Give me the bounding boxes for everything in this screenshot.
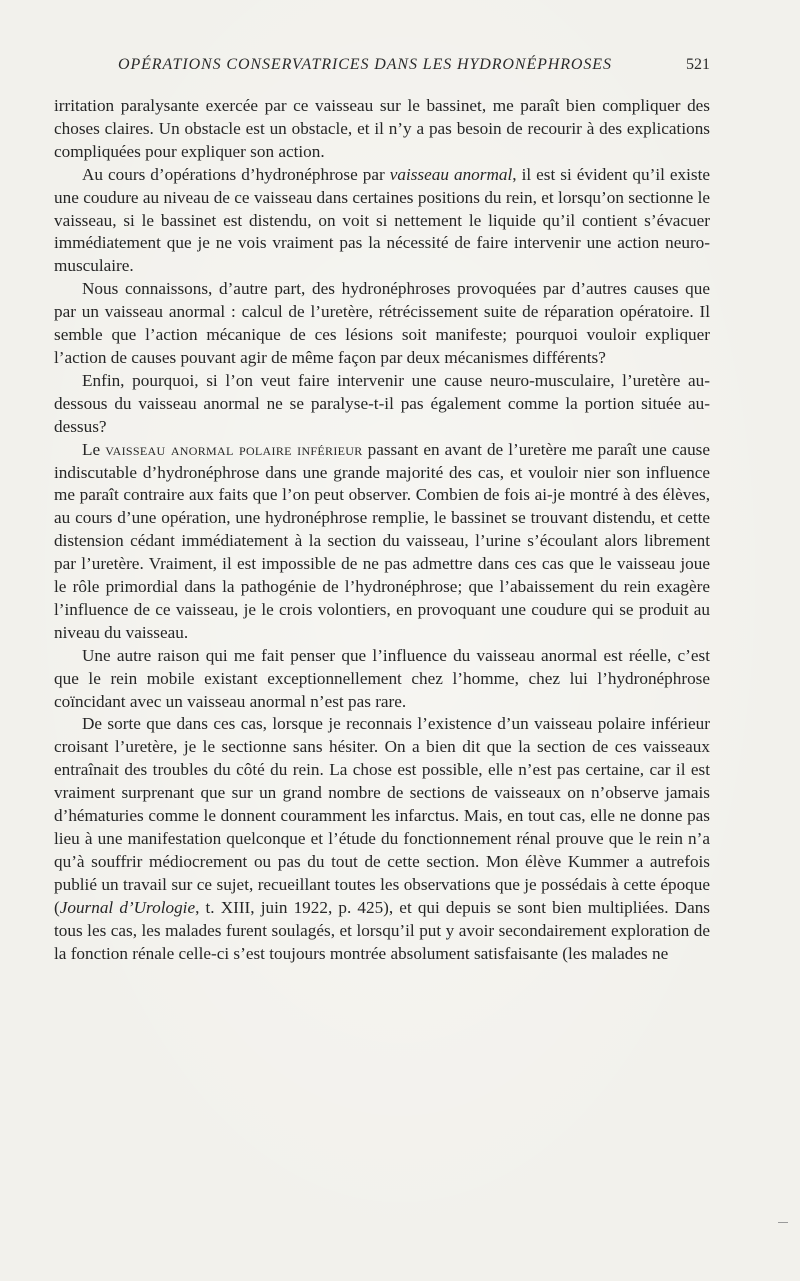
page-number: 521 (686, 56, 710, 73)
margin-mark (778, 1222, 788, 1223)
paragraph-2-text-c: , il est si évident qu’il existe une coudure au niveau de ce vaisseau dans certaines positions du rein, et lorsqu’on sectionne le vaisseau, si le bassinet est distendu, on voit si nettement le liquide qu’il contient s’évacuer immédiatement que je ne vois vraiment pas la nécessité de faire intervenir une action neuro-musculaire. (54, 164, 710, 276)
paragraph-3: Nous connaissons, d’autre part, des hydronéphroses provoquées par d’autres causes que par un vaisseau anormal : calcul de l’uretère, rétrécissement suite de réparation opératoire. Il semble que l’action mécanique de ces lésions soit manifeste; pourquoi vouloir expliquer l’action de causes pouvant agir de même façon par deux mécanismes différents? (54, 279, 710, 367)
paragraph-2-text-a: Au cours d’opérations d’hydronéphrose par (82, 164, 390, 184)
paragraph-6: Une autre raison qui me fait penser que l’influence du vaisseau anormal est réelle, c’est que le rein mobile existant exceptionnellement chez l’homme, chez lui l’hydronéphrose coïncidant avec un vaisseau anormal n’est pas rare. (54, 645, 710, 711)
paragraph-7-text-c: , t. XIII, juin 1922, p. 425), et qui depuis se sont bien multipliées. Dans tous les cas, les malades furent soulagés, et lorsqu’il put y avoir secondairement exploration de la fonction rénale celle-ci s’est toujours montrée absolument satisfaisante (les malades ne (54, 897, 710, 963)
paragraph-5 (54, 439, 710, 645)
paragraph-5-text-c: passant en avant de l’uretère me paraît une cause indiscutable d’hydronéphrose dans une grande majorité des cas, et vouloir nier son influence me paraît contraire aux faits que l’on peut observer. Combien de fois ai-je montré à des élèves, au cours d’une opération, une hydronéphrose remplie, le bassinet se trouvant distendu, et cette distension cédant immédiatement à la section du vaisseau, l’urine s’écoulant alors librement par l’uretère. Vraiment, il est impossible de ne pas admettre dans ces cas que le vaisseau joue le rôle primordial dans la pathogénie de l’hydronéphrose; que l’abaissement du rein exagère l’influence de ce vaisseau, je le crois volontiers, en provoquant une coudure qui se produit au niveau du vaisseau. (54, 439, 710, 642)
running-title: OPÉRATIONS CONSERVATRICES DANS LES HYDRONÉPHROSES (118, 56, 612, 73)
paragraph-5-text-a: Le (82, 439, 106, 459)
journal-citation: Journal d’Urologie (59, 897, 196, 917)
paragraph-5-smallcaps-term: vaisseau anormal polaire inférieur (105, 439, 363, 459)
paragraph-7 (54, 713, 710, 965)
paragraph-2 (54, 164, 710, 279)
paragraph-1: irritation paralysante exercée par ce vaisseau sur le bassinet, me paraît bien compliquer des choses claires. Un obstacle est un obstacle, et il n’y a pas besoin de recourir à des explications compliquées pour expliquer son action. (54, 96, 710, 161)
body-text (54, 95, 710, 965)
paragraph-7-text-a: De sorte que dans ces cas, lorsque je reconnais l’existence d’un vaisseau polaire inférieur croisant l’uretère, je le sectionne sans hésiter. On a bien dit que la section de ces vaisseaux entraînait des troubles du côté du rein. La chose est possible, elle n’est pas certaine, car il est vraiment surprenant que sur un grand nombre de sections de vaisseaux on n’observe jamais d’hématuries comme le donnent couramment les infarctus. Mais, en tout cas, elle ne donne pas lieu à une manifestation quelconque et l’étude du fonctionnement rénal prouve que le rein n’a qu’à souffrir médiocrement ou pas du tout de cette section. Mon élève Kummer a autrefois publié un travail sur ce sujet, recueillant toutes les observations que je possédais à cette époque ( (54, 714, 710, 917)
page-header (54, 50, 710, 78)
paragraph-2-italic-term: vaisseau anormal (389, 164, 513, 184)
paragraph-4: Enfin, pourquoi, si l’on veut faire intervenir une cause neuro-musculaire, l’uretère au-dessous du vaisseau anormal ne se paralyse-t-il pas également comme la portion située au-dessus? (54, 370, 710, 436)
